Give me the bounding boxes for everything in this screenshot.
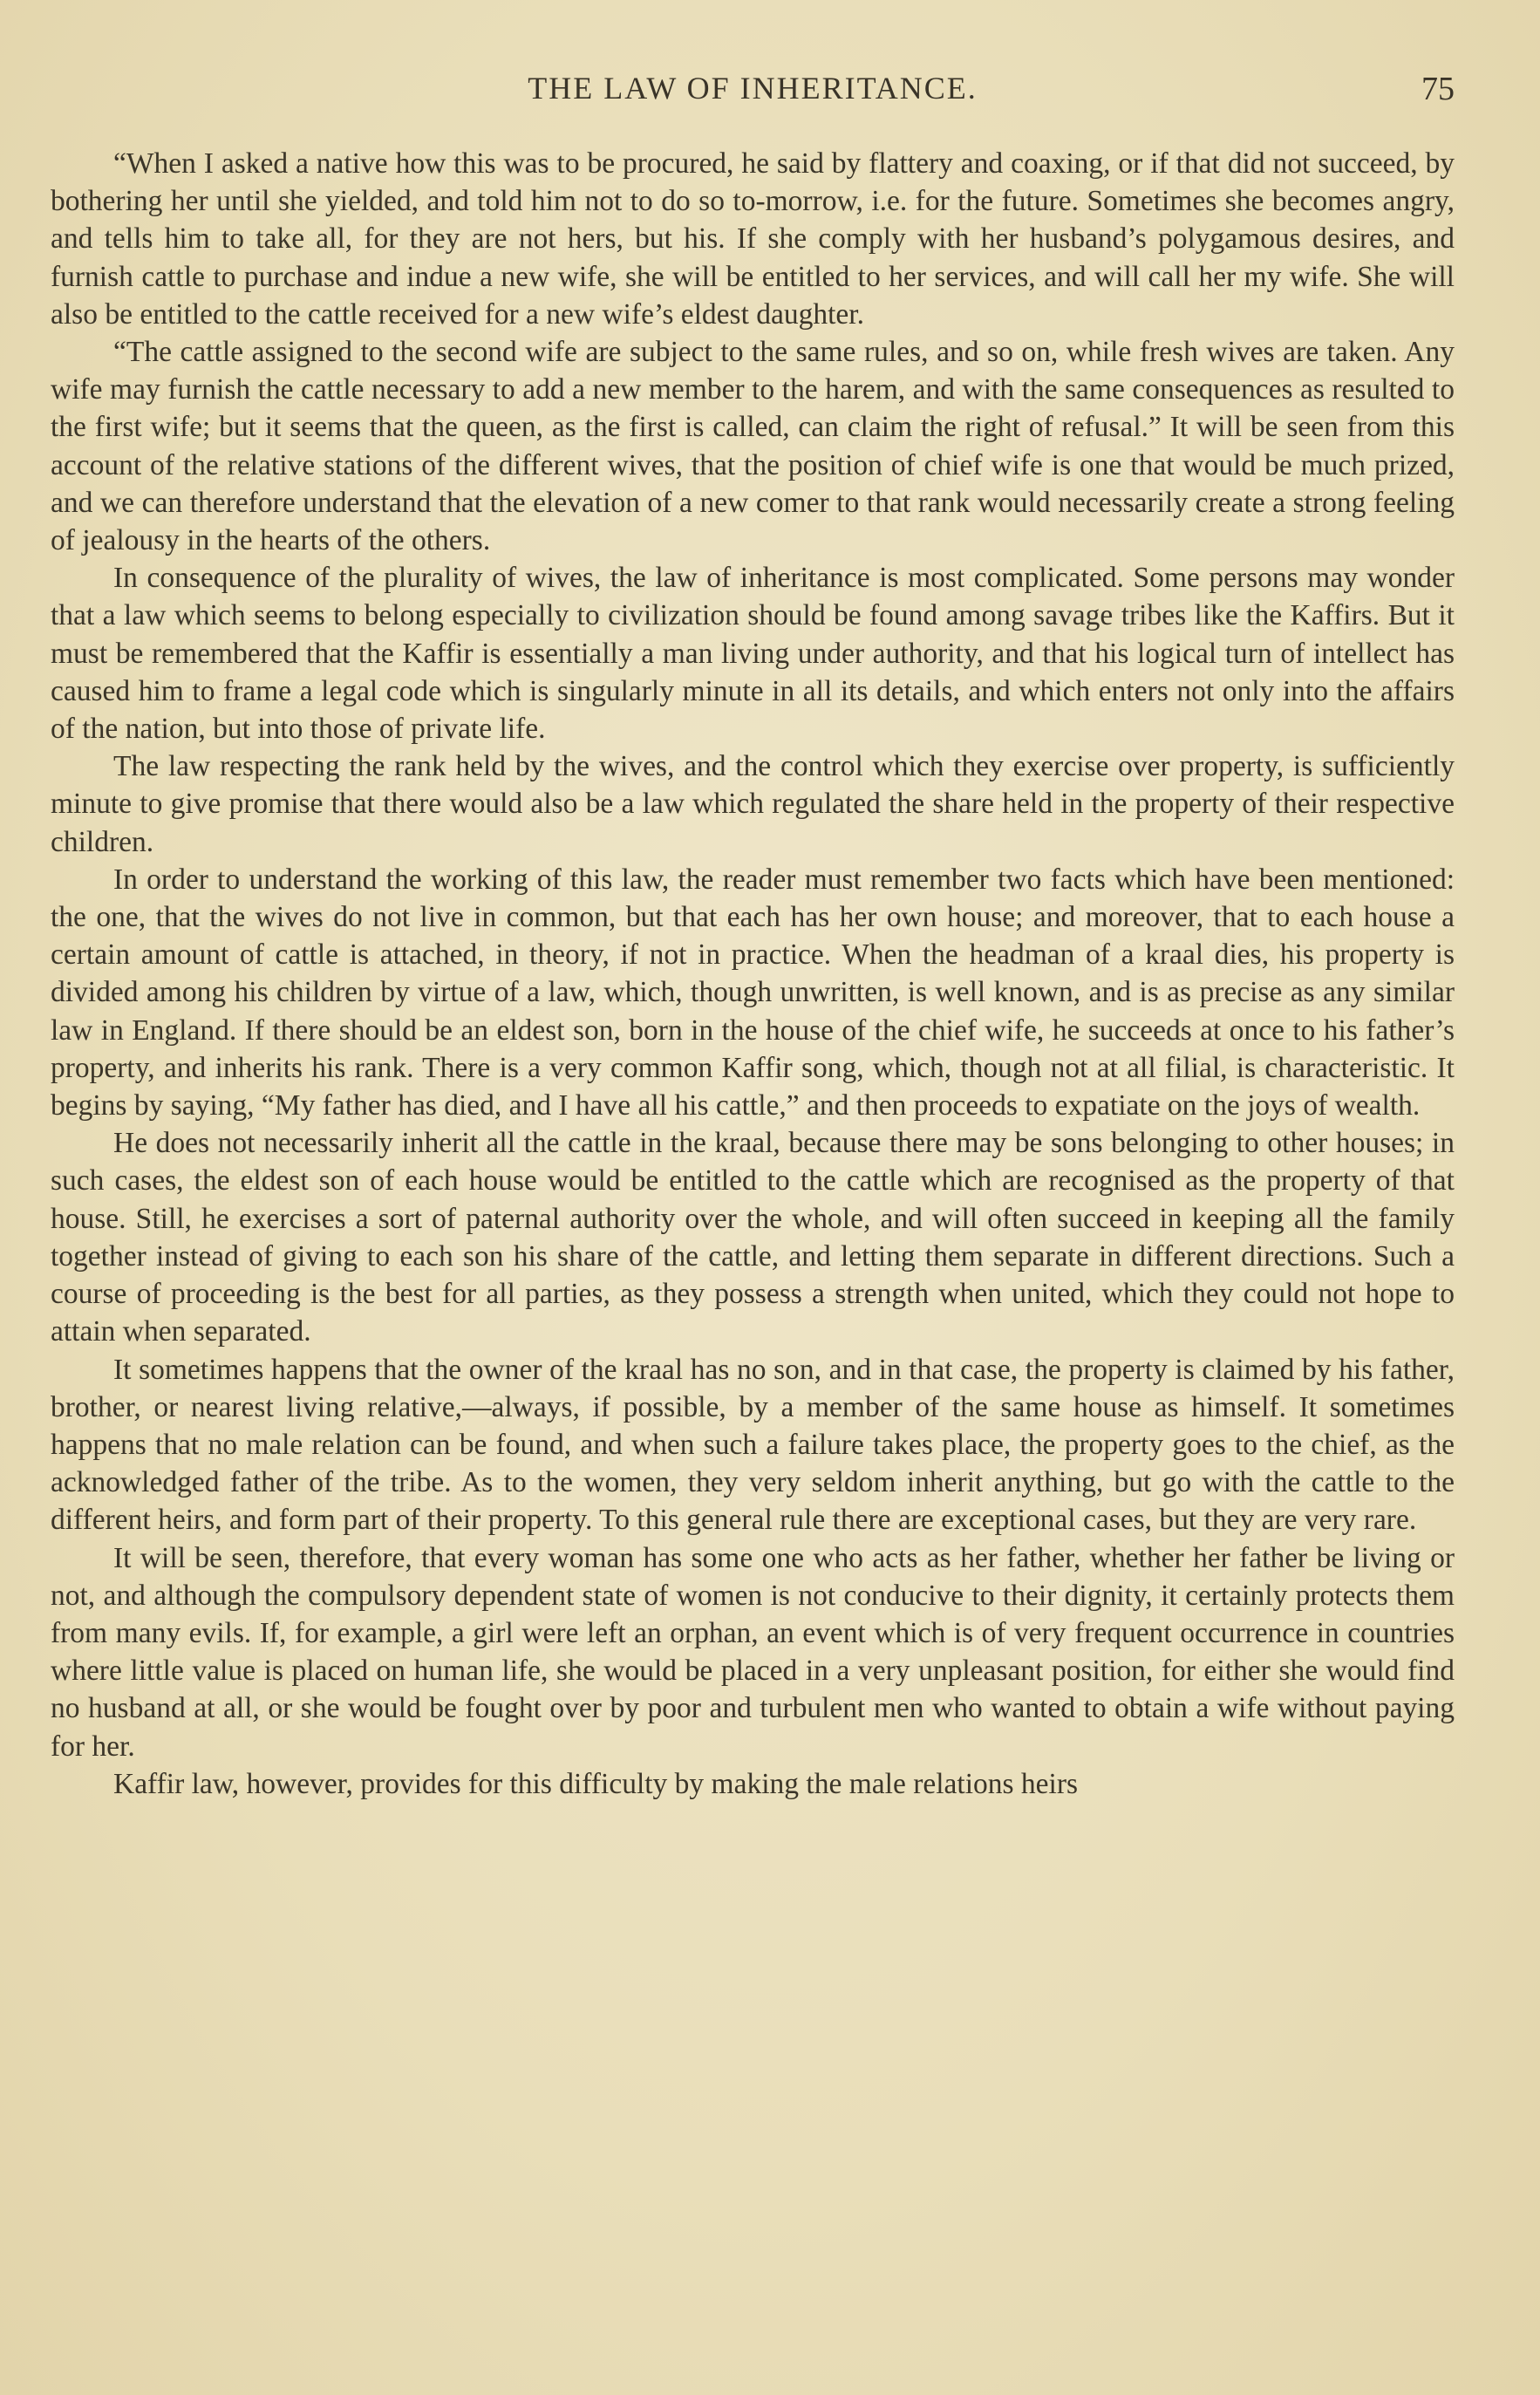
paragraph: He does not necessarily inherit all the cattle in the kraal, because there may be sons belonging to other houses; in such cases, the eldest son of each house would be entitled to the cattle which are recognised as the property of that house. Still, he exercises a sort of paternal authority over the whole, and will often succeed in keeping all the family together instead of giving to each son his share of the cattle, and letting them separate in different directions. Such a course of proceeding is the best for all parties, as they possess a strength when united, which they could not hope to attain when separated. [51,1127,1455,1348]
paragraph: “The cattle assigned to the second wife are subject to the same rules, and so on, while fresh wives are taken. Any wife may furnish the cattle necessary to add a new member to the harem, and with the same consequences as resulted to the first wife; but it seems that the queen, as the first is called, can claim the right of refusal.” It will be seen from this account of the relative stations of the different wives, that the position of chief wife is one that would be much prized, and we can therefore understand that the elevation of a new comer to that rank would necessarily create a strong feeling of jealousy in the hearts of the others. [51,336,1455,557]
paragraph: Kaffir law, however, provides for this difficulty by making the male relations heirs [113,1767,1079,1800]
page-number: 75 [1421,71,1455,107]
paragraph: In order to understand the working of this law, the reader must remember two facts which have been mentioned: the one, that the wives do not live in common, but that each has her own house; and moreover, that to each house a certain amount of cattle is attached, in theory, if not in practice. When the headman of a kraal dies, his property is divided among his children by virtue of a law, which, though unwritten, is well known, and is as precise as any similar law in England. If there should be an eldest son, born in the house of the chief wife, he succeeds at once to his father’s property, and inherits his rank. There is a very common Kaffir song, which, though not at all filial, is characteristic. It begins by saying, “My father has died, and I have all his cattle,” and then proceeds to expatiate on the joys of wealth. [51,863,1455,1122]
paragraph: The law respecting the rank held by the wives, and the control which they exercise over property, is sufficiently minute to give promise that there would also be a law which regulated the share held in the property of their respective children. [51,750,1455,858]
paragraph: It will be seen, therefore, that every woman has some one who acts as her father, whether her father be living or not, and although the compulsory dependent state of women is not conducive to their dignity, it certainly protects them from many evils. If, for example, a girl were left an orphan, an event which is of very frequent occurrence in countries where little value is placed on human life, she would be placed in a very unpleasant position, for either she would find no husband at all, or she would be fought over by poor and turbulent men who wanted to obtain a wife without paying for her. [51,1541,1455,1763]
page-header [51,70,1455,122]
paragraph: “When I asked a native how this was to be procured, he said by flattery and coaxing, or if that did not succeed, by bothering her until she yielded, and told him not to do so to-morrow, i.e. for the future. Sometimes she becomes angry, and tells him to take all, for they are not hers, but his. If she comply with her husband’s polygamous desires, and furnish cattle to purchase and indue a new wife, she will be entitled to her services, and will call her my wife. She will also be entitled to the cattle received for a new wife’s eldest daughter. [51,147,1455,331]
body-text [51,145,1455,1803]
running-title: THE LAW OF INHERITANCE. [528,71,978,106]
paragraph: It sometimes happens that the owner of the kraal has no son, and in that case, the property is claimed by his father, brother, or nearest living relative,—always, if possible, by a member of the same house as himself. It sometimes happens that no male relation can be found, and when such a failure takes place, the property goes to the chief, as the acknowledged father of the tribe. As to the women, they very seldom inherit anything, but go with the cattle to the different heirs, and form part of their property. To this general rule there are exceptional cases, but they are very rare. [51,1353,1455,1537]
paragraph: In consequence of the plurality of wives, the law of inheritance is most complicated. Some persons may wonder that a law which seems to belong especially to civilization should be found among savage tribes like the Kaffirs. But it must be remembered that the Kaffir is essentially a man living under authority, and that his logical turn of intellect has caused him to frame a legal code which is singularly minute in all its details, and which enters not only into the affairs of the nation, but into those of private life. [51,562,1455,746]
